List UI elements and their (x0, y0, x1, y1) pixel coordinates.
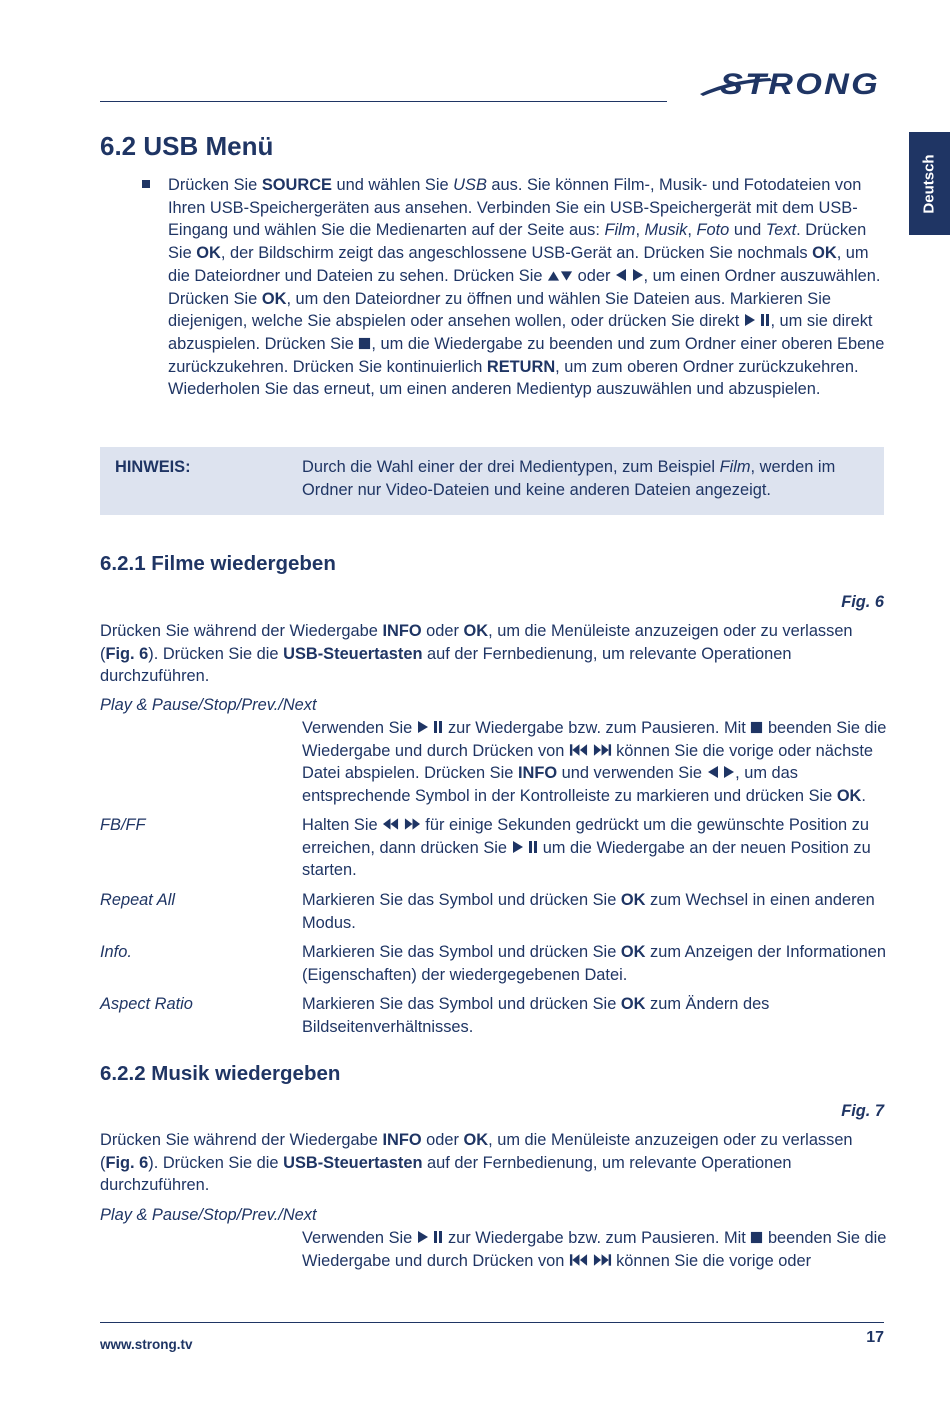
desc-fb-ff: Halten Sie für einige Sekunden gedrückt um die gewünschte Position zu erreichen, dann drücken Sie um die Wiedergabe an der neuen Position zu starten. (302, 816, 871, 880)
prev-icon (569, 1253, 588, 1267)
desc-info: Markieren Sie das Symbol und drücken Sie OK zum Anzeigen der Informationen (Eigenschaften) der wiedergegebenen Datei. (302, 943, 887, 984)
subsection-title-movies: 6.2.1 Filme wiedergeben (100, 552, 336, 575)
term-play-pause-music: Play & Pause/Stop/Prev./Next (100, 1206, 317, 1224)
up-triangle-icon (547, 270, 560, 282)
stop-icon (750, 1231, 763, 1244)
stop-icon (358, 337, 371, 350)
down-triangle-icon (560, 270, 573, 282)
page-number: 17 (866, 1329, 884, 1346)
language-tab-label: Deutsch (920, 153, 938, 214)
rewind-icon (382, 817, 399, 831)
term-aspect-ratio: Aspect Ratio (100, 995, 193, 1013)
left-triangle-icon (615, 268, 627, 282)
figure-reference: Fig. 6 (841, 593, 884, 611)
next-icon (593, 743, 612, 757)
desc-repeat-all: Markieren Sie das Symbol und drücken Sie OK zum Wechsel in einen anderen Modus. (302, 891, 875, 932)
website-link[interactable]: www.strong.tv (100, 1337, 193, 1352)
strong-logo (700, 60, 885, 106)
pause-icon (433, 720, 443, 734)
term-play-pause: Play & Pause/Stop/Prev./Next (100, 696, 317, 714)
svg-text:STRONG: STRONG (720, 68, 880, 101)
desc-play-pause-music: Verwenden Sie zur Wiedergabe bzw. zum Pausieren. Mit beenden Sie die Wiedergabe und durch Drücken von können Sie die vorige oder (302, 1229, 887, 1270)
fast-forward-icon (404, 817, 421, 831)
stop-icon (750, 721, 763, 734)
play-icon (512, 840, 524, 854)
usb-menu-paragraph: Drücken Sie SOURCE und wählen Sie USB aus. Sie können Film-, Musik- und Fotodateien von Ihren USB-Speichergeräten aus ansehen. Verbinden Sie ein USB-Speichergerät mit dem USB-Eingang und wählen Sie die Medienarten auf der Seite aus: Film, Musik, Foto und Text. Drücken Sie OK, der Bildschirm zeigt das angeschlossene USB-Gerät an. Drücken Sie nochmals OK, um die Dateiordner und Dateien zu sehen. Drücken Sie oder , um einen Ordner auszuwählen. Drücken Sie OK, um den Dateiordner zu öffnen und wählen Sie Dateien aus. Markieren Sie diejenigen, welche Sie abspielen oder ansehen wollen, oder drücken Sie direkt , um sie direkt abzuspielen. Drücken Sie , um die Wiedergabe zu beenden und zum Ordner einer oberen Ebene zurückzukehren. Drücken Sie kontinuierlich RETURN, um zum oberen Ordner zurückzukehren. Wiederholen Sie das erneut, um einen anderen Medientyp auszuwählen und abzuspielen. (168, 176, 885, 399)
play-icon (417, 720, 429, 734)
subsection-title-music: 6.2.2 Musik wiedergeben (100, 1062, 341, 1085)
term-repeat-all: Repeat All (100, 891, 176, 909)
pause-icon (433, 1230, 443, 1244)
bullet-square-icon (142, 180, 150, 188)
header-rule (100, 101, 667, 102)
desc-aspect-ratio: Markieren Sie das Symbol und drücken Sie OK zum Ändern des Bildseitenverhältnisses. (302, 995, 770, 1036)
play-icon (417, 1230, 429, 1244)
note-text: Durch die Wahl einer der drei Medientypen, zum Beispiel Film, werden im Ordner nur Video-Dateien und keine anderen Dateien angezeigt. (302, 458, 836, 499)
movies-intro: Drücken Sie während der Wiedergabe INFO oder OK, um die Menüleiste anzuzeigen oder zu verlassen (Fig. 6). Drücken Sie die USB-Steuertasten auf der Fernbedienung, um relevante Operationen durchzuführen. (100, 622, 853, 686)
play-icon (744, 313, 756, 327)
music-intro: Drücken Sie während der Wiedergabe INFO oder OK, um die Menüleiste anzuzeigen oder zu verlassen (Fig. 6). Drücken Sie die USB-Steuertasten auf der Fernbedienung, um relevante Operationen durchzuführen. (100, 1131, 853, 1195)
next-icon (593, 1253, 612, 1267)
right-triangle-icon (632, 268, 644, 282)
pause-icon (760, 313, 770, 327)
term-info: Info. (100, 943, 132, 961)
left-triangle-icon (707, 765, 719, 779)
term-fb-ff: FB/FF (100, 816, 146, 834)
figure-reference: Fig. 7 (841, 1102, 884, 1120)
section-title: 6.2 USB Menü (100, 131, 274, 161)
pause-icon (528, 840, 538, 854)
footer-rule (100, 1322, 884, 1323)
prev-icon (569, 743, 588, 757)
note-label: HINWEIS: (115, 458, 191, 476)
language-tab (909, 132, 950, 235)
right-triangle-icon (723, 765, 735, 779)
desc-play-pause: Verwenden Sie zur Wiedergabe bzw. zum Pausieren. Mit beenden Sie die Wiedergabe und durch Drücken von können Sie die vorige oder nächste Datei abspielen. Drücken Sie INFO und verwenden Sie , um das entsprechende Symbol in der Kontrolleiste zu markieren und drücken Sie OK. (302, 719, 887, 806)
